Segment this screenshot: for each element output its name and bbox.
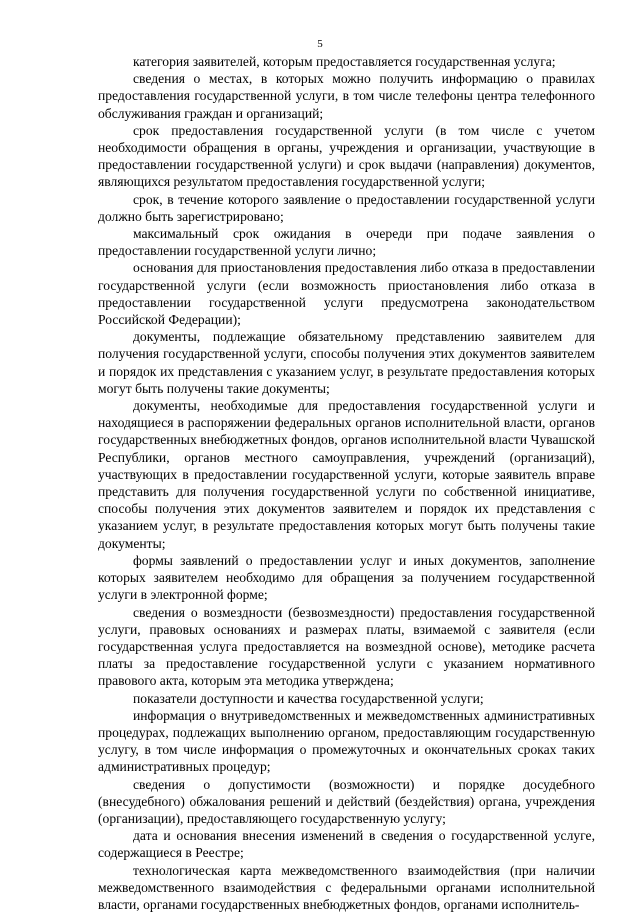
paragraph: срок, в течение которого заявление о предоставлении государственной услуги должно быть зарегистрировано; [98, 191, 595, 224]
paragraph: информация о внутриведомственных и межведомственных административных процедурах, подлежащих выполнению органом, предоставляющим государственную услугу, в том числе информация о промежуточных и окончательных сроках таких административных процедур; [98, 707, 595, 775]
paragraph: основания для приостановления предоставления либо отказа в предоставлении государственной услуги (если возможность приостановления либо отказа в предоставлении государственной услуги предусмотрена законодательством Российской Федерации); [98, 260, 595, 328]
paragraph: срок предоставления государственной услуги (в том числе с учетом необходимости обращения в органы, учреждения и организации, участвующие в предоставлении государственной услуги) и срок выдачи (направления) документов, являющихся результатом предоставления государственной услуги; [98, 122, 595, 190]
paragraph: технологическая карта межведомственного взаимодействия (при наличии межведомственного взаимодействия с федеральными органами исполнительной власти, органами государственных внебюджетных фондов, органами исполнитель- [98, 862, 595, 912]
paragraph: документы, подлежащие обязательному представлению заявителем для получения государственной услуги, способы получения этих документов заявителем и порядок их представления с указанием услуг, в результате предоставления которых могут быть получены такие документы; [98, 329, 595, 396]
paragraph: сведения о допустимости (возможности) и порядке досудебного (внесудебного) обжалования решений и действий (бездействия) органа, учреждения (организации), предоставляющего государственную услугу; [98, 776, 595, 826]
paragraph: сведения о местах, в которых можно получить информацию о правилах предоставления государственной услуги, в том числе телефоны центра телефонного обслуживания граждан и организаций; [98, 71, 595, 121]
paragraph: показатели доступности и качества государственной услуги; [133, 690, 484, 706]
paragraph: сведения о возмездности (безвозмездности) предоставления государственной услуги, правовых основаниях и размерах платы, взимаемой с заявителя (если государственная услуга предоставляется на возмездной основе), методике расчета платы за предоставление государственной услуги с указанием нормативного правового акта, которым эта методика утверждена; [98, 604, 595, 689]
paragraph: категория заявителей, которым предоставляется государственная услуга; [133, 54, 556, 69]
paragraph: формы заявлений о предоставлении услуг и иных документов, заполнение которых заявителем необходимо для обращения за получением государственной услуги в электронной форме; [98, 552, 595, 603]
paragraph: максимальный срок ожидания в очереди при подаче заявления о предоставлении государственной услуги лично; [98, 226, 595, 259]
document-body [98, 53, 595, 913]
paragraph: дата и основания внесения изменений в сведения о государственной услуге, содержащиеся в Реестре; [98, 828, 595, 861]
page-number: 5 [317, 38, 323, 50]
paragraph: документы, необходимые для предоставления государственной услуги и находящиеся в распоряжении федеральных органов исполнительной власти, органов государственных внебюджетных фондов, органов исполнительной власти Чувашской Республики, органов местного самоуправления, учреждений (организаций), участвующих в предоставлении государственной услуги, которые заявитель вправе представить для получения государственной услуги по собственной инициативе, способы получения этих документов заявителем и порядок их представления с указанием услуг, в результате предоставления которых могут быть получены такие документы; [98, 398, 595, 551]
